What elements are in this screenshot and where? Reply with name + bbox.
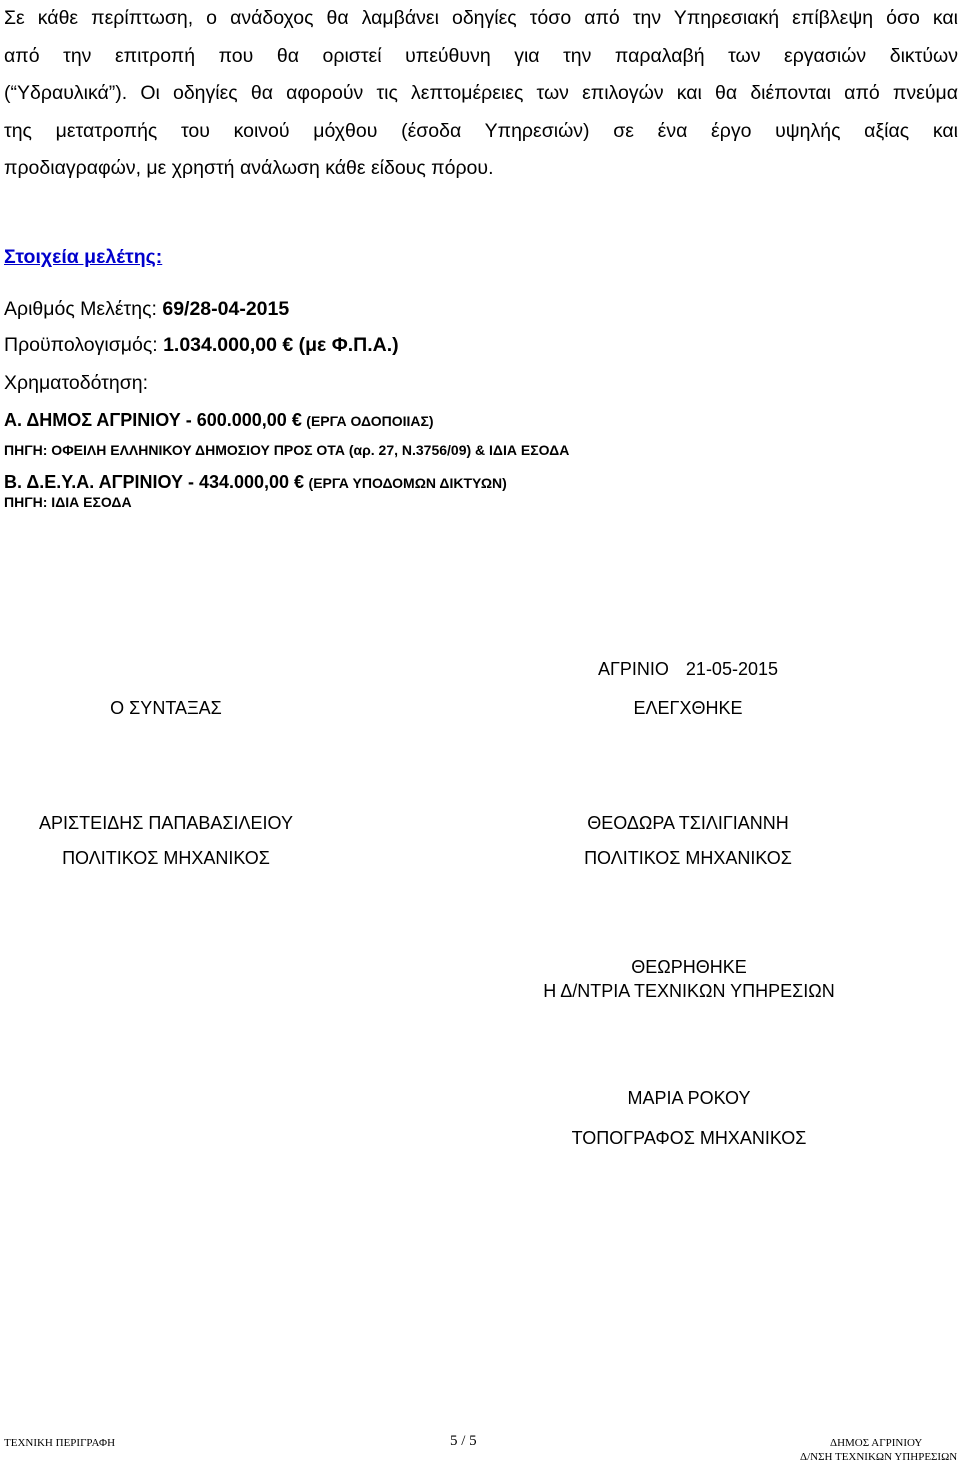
intro-paragraph [4,0,958,188]
approver-office: Η Δ/ΝΤΡΙΑ ΤΕΧΝΙΚΩΝ ΥΠΗΡΕΣΙΩΝ [543,981,835,1001]
footer-page-number: 5 / 5 [450,1433,477,1449]
place-date [598,659,778,680]
approver-name: ΜΑΡΙΑ ΡΟΚΟΥ [627,1088,751,1108]
funding-label: Χρηματοδότηση: [4,372,148,394]
funding-b-row [4,472,507,493]
funding-a-note: (ΕΡΓΑ ΟΔΟΠΟΙΙΑΣ) [306,413,434,429]
funding-a-row [4,410,434,431]
footer-right-line2: Δ/ΝΣΗ ΤΕΧΝΙΚΩΝ ΥΠΗΡΕΣΙΩΝ [800,1451,958,1463]
study-number-label: Αριθμός Μελέτης: [4,298,157,320]
paragraph-line: προδιαγραφών, με χρηστή ανάλωση κάθε είδους πόρου. [4,157,494,179]
footer-right-line1: ΔΗΜΟΣ ΑΓΡΙΝΙΟΥ [830,1437,923,1449]
paragraph-line: της μετατροπής του κοινού μόχθου (έσοδα Υπηρεσιών) σε ένα έργο υψηλής αξίας και [4,119,958,142]
study-number-row [4,298,289,321]
paragraph-line: (“Υδραυλικά”). Οι οδηγίες θα αφορούν τις λεπτομέρειες των επιλογών και θα διέπονται από πνεύμα [4,82,958,104]
place-date-text: ΑΓΡΙΝΙΟ 21-05-2015 [597,659,779,679]
funding-b-source: ΠΗΓΗ: ΙΔΙΑ ΕΣΟΔΑ [4,494,132,510]
funding-b-main: Β. Δ.Ε.Υ.Α. ΑΓΡΙΝΙΟΥ - 434.000,00 € [4,472,305,492]
approver-title: ΤΟΠΟΓΡΑΦΟΣ ΜΗΧΑΝΙΚΟΣ [571,1128,807,1148]
checked-label: ΕΛΕΓΧΘΗΚΕ [633,698,743,718]
budget-row [4,334,399,357]
paragraph-line: Σε κάθε περίπτωση, ο ανάδοχος θα λαμβάνει οδηγίες τόσο από την Υπηρεσιακή επίβλεψη όσο και [4,7,958,29]
funding-b-note: (ΕΡΓΑ ΥΠΟΔΟΜΩΝ ΔΙΚΤΥΩΝ) [308,475,507,491]
checker-name: ΘΕΟΔΩΡΑ ΤΣΙΛΙΓΙΑΝΝΗ [587,813,789,833]
study-heading: Στοιχεία μελέτης: [4,246,163,268]
author-name: ΑΡΙΣΤΕΙΔΗΣ ΠΑΠΑΒΑΣΙΛΕΙΟΥ [39,813,293,833]
budget-label: Προϋπολογισμός: [4,334,158,356]
budget-value: 1.034.000,00 € (με Φ.Π.Α.) [163,334,399,356]
approved-label: ΘΕΩΡΗΘΗΚΕ [631,957,747,977]
paragraph-line: από την επιτροπή που θα οριστεί υπεύθυνη για την παραλαβή των εργασιών δικτύων [4,44,958,67]
footer-left: ΤΕΧΝΙΚΗ ΠΕΡΙΓΡΑΦΗ [4,1437,116,1449]
author-role: Ο ΣΥΝΤΑΞΑΣ [110,698,222,718]
study-number-value: 69/28-04-2015 [162,298,290,320]
funding-a-source: ΠΗΓΗ: ΟΦΕΙΛΗ ΕΛΛΗΝΙΚΟΥ ΔΗΜΟΣΙΟΥ ΠΡΟΣ ΟΤΑ (αρ. 27, Ν.3756/09) & ΙΔΙΑ ΕΣΟΔΑ [4,442,570,458]
checker-title: ΠΟΛΙΤΙΚΟΣ ΜΗΧΑΝΙΚΟΣ [584,848,792,868]
author-title: ΠΟΛΙΤΙΚΟΣ ΜΗΧΑΝΙΚΟΣ [62,848,270,868]
funding-a-main: Α. ΔΗΜΟΣ ΑΓΡΙΝΙΟΥ - 600.000,00 € [4,410,302,430]
